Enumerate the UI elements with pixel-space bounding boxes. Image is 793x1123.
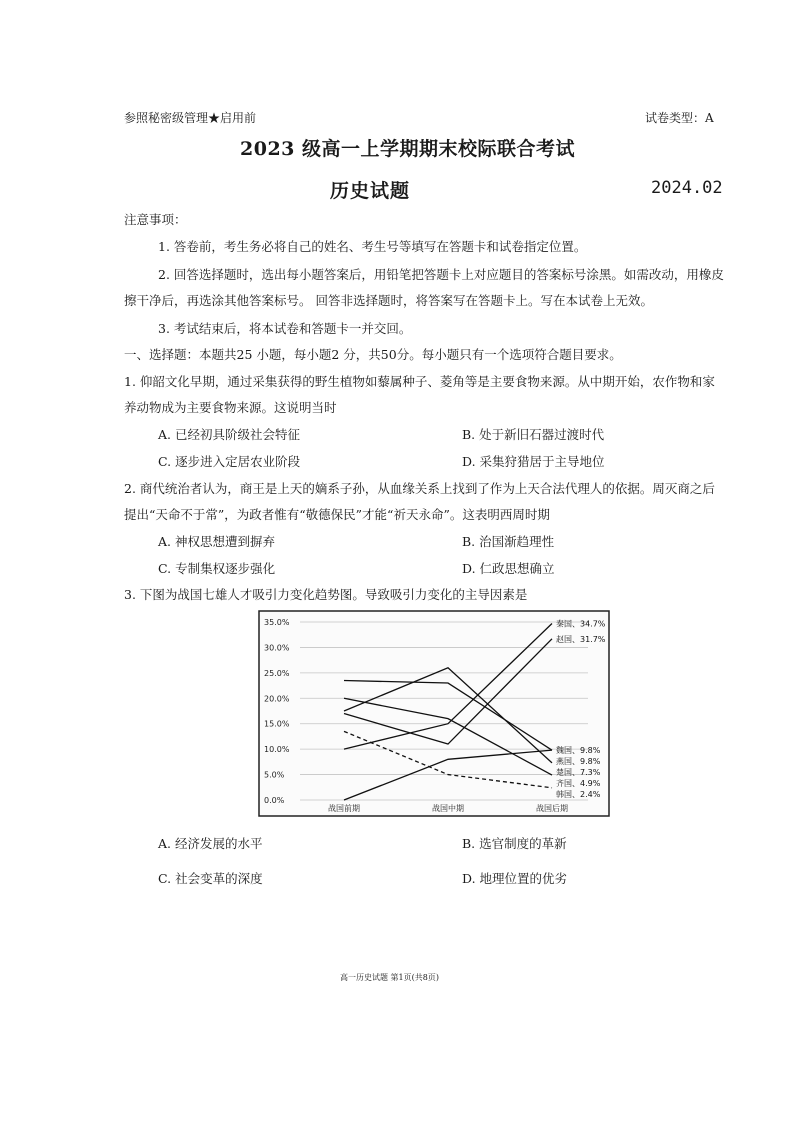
y-tick-label: 20.0% bbox=[264, 694, 290, 704]
series-end-label: 齐国、4.9% bbox=[556, 779, 601, 789]
y-tick-label: 35.0% bbox=[264, 618, 290, 627]
y-tick-label: 10.0% bbox=[264, 745, 290, 755]
notice-item-1: 1. 答卷前，考生务必将自己的姓名、考生号等填写在答题卡和试卷指定位置。 bbox=[158, 239, 587, 254]
y-tick-label: 5.0% bbox=[264, 770, 285, 780]
q1-option-c: C. 逐步进入定居农业阶段 bbox=[158, 454, 301, 469]
notice-item-2: 2. 回答选择题时，选出每小题答案后，用铅笔把答题卡上对应题目的答案标号涂黑。如需改动，用橡皮 bbox=[158, 267, 724, 282]
series-end-label: 韩国、2.4% bbox=[556, 790, 601, 800]
q3-option-d: D. 地理位置的优劣 bbox=[462, 871, 568, 886]
talent-attraction-chart bbox=[258, 610, 610, 817]
q2-stem-line-1: 2. 商代统治者认为，商王是上天的嫡系子孙，从血缘关系上找到了作为上天合法代理人的依据。周灭商之后 bbox=[124, 481, 715, 496]
q2-option-a: A. 神权思想遭到摒弃 bbox=[158, 534, 275, 549]
paper-type: 试卷类型：A bbox=[645, 111, 714, 125]
y-tick-label: 15.0% bbox=[264, 719, 290, 729]
series-end-label: 楚国、7.3% bbox=[556, 768, 601, 778]
confidentiality-note: 参照秘密级管理★启用前 bbox=[124, 111, 257, 125]
section-heading: 一、选择题：本题共25 小题，每小题2 分，共50分。每小题只有一个选项符合题目要求。 bbox=[124, 347, 622, 362]
q2-option-d: D. 仁政思想确立 bbox=[462, 561, 555, 576]
q2-option-b: B. 治国渐趋理性 bbox=[462, 534, 555, 549]
y-tick-label: 30.0% bbox=[264, 643, 290, 653]
notice-item-3: 3. 考试结束后，将本试卷和答题卡一并交回。 bbox=[158, 321, 412, 336]
q3-option-b: B. 选官制度的革新 bbox=[462, 836, 567, 851]
series-end-label: 秦国、34.7% bbox=[556, 619, 606, 629]
y-tick-label: 0.0% bbox=[264, 796, 285, 805]
series-end-label: 燕国、9.8% bbox=[556, 757, 601, 767]
exam-title: 2023 级高一上学期期末校际联合考试 bbox=[240, 138, 575, 160]
q1-option-b: B. 处于新旧石器过渡时代 bbox=[462, 427, 605, 442]
x-tick-label: 战国后期 bbox=[536, 804, 568, 813]
notice-heading: 注意事项： bbox=[124, 212, 187, 227]
q3-option-c: C. 社会变革的深度 bbox=[158, 871, 263, 886]
series-end-label: 魏国、9.8% bbox=[556, 746, 601, 756]
q1-option-d: D. 采集狩猎居于主导地位 bbox=[462, 454, 605, 469]
q3-option-a: A. 经济发展的水平 bbox=[158, 836, 263, 851]
q1-stem-line-2: 养动物成为主要食物来源。这说明当时 bbox=[124, 400, 337, 415]
x-tick-label: 战国前期 bbox=[328, 804, 360, 813]
series-end-label: 赵国、31.7% bbox=[556, 634, 606, 644]
q1-option-a: A. 已经初具阶级社会特征 bbox=[158, 427, 300, 442]
notice-item-2-cont: 擦干净后，再选涂其他答案标号。 回答非选择题时，将答案写在答题卡上。写在本试卷上无效。 bbox=[124, 293, 653, 308]
q3-stem: 3. 下图为战国七雄人才吸引力变化趋势图。导致吸引力变化的主导因素是 bbox=[124, 587, 528, 602]
subject-title: 历史试题 bbox=[330, 180, 411, 202]
exam-date: 2024.02 bbox=[651, 178, 723, 198]
x-tick-label: 战国中期 bbox=[432, 804, 464, 813]
q2-stem-line-2: 提出“天命不于常”，为政者惟有“敬德保民”才能“祈天永命”。这表明西周时期 bbox=[124, 507, 550, 522]
q1-stem-line-1: 1. 仰韶文化早期，通过采集获得的野生植物如藜属种子、菱角等是主要食物来源。从中期开始，农作物和家 bbox=[124, 374, 715, 389]
q2-option-c: C. 专制集权逐步强化 bbox=[158, 561, 276, 576]
y-tick-label: 25.0% bbox=[264, 668, 290, 678]
page-footer: 高一历史试题 第1页(共8页) bbox=[340, 973, 439, 982]
